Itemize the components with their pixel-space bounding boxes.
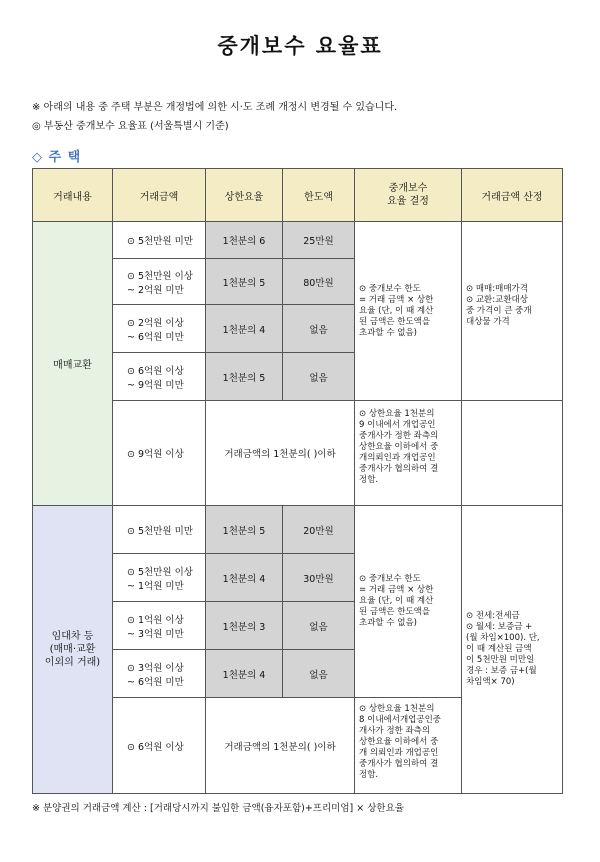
amount-cell: ⊙ 5천만원 이상 ~ 1억원 미만	[113, 554, 206, 602]
limit-cell: 없음	[283, 305, 355, 353]
amount-cell: ⊙ 2억원 이상 ~ 6억원 미만	[113, 305, 206, 353]
rate-cell: 거래금액의 1천분의( )이하	[206, 698, 355, 794]
decision-cell: ⊙ 중개보수 한도 = 거래 금액 × 상한 요율 (단, 이 때 계산 된 금액은 한도액을 초과할 수 없음)	[355, 222, 462, 401]
subtitle-line: ◎ 부동산 중개보수 요율표 (서울특별시 기준)	[32, 121, 229, 132]
rate-cell: 1천분의 4	[206, 305, 283, 353]
amount-cell: ⊙ 5천만원 미만	[113, 506, 206, 554]
limit-cell: 25만원	[283, 222, 355, 259]
amount-cell: ⊙ 9억원 이상	[113, 401, 206, 506]
header-limit: 한도액	[283, 169, 355, 222]
amount-cell: ⊙ 5천만원 미만	[113, 222, 206, 259]
header-type: 거래내용	[33, 169, 113, 222]
rate-cell: 1천분의 4	[206, 554, 283, 602]
header-calc: 거래금액 산정	[462, 169, 563, 222]
decision-cell: ⊙ 상한요율 1천분의 9 이내에서 개업공인 중개사가 정한 좌측의 상한요율 이하에서 중 개의뢰인과 개업공인 중개사가 협의하여 결 정함.	[355, 401, 462, 506]
table-row	[33, 506, 563, 554]
section-heading: ◇ 주 택	[32, 150, 82, 165]
rate-cell: 1천분의 5	[206, 353, 283, 401]
header-decision: 중개보수 요율 결정	[355, 169, 462, 222]
fee-rate-table	[32, 168, 563, 794]
limit-cell: 80만원	[283, 259, 355, 305]
table-header-row	[33, 169, 563, 222]
rate-cell: 1천분의 3	[206, 602, 283, 650]
rate-cell: 거래금액의 1천분의( )이하	[206, 401, 355, 506]
table-row	[33, 222, 563, 259]
rate-cell: 1천분의 5	[206, 259, 283, 305]
header-rate: 상한요율	[206, 169, 283, 222]
decision-cell: ⊙ 중개보수 한도 = 거래 금액 × 상한 요율 (단, 이 때 계산 된 금액은 한도액을 초과할 수 없음)	[355, 506, 462, 698]
footer-note: ※ 분양권의 거래금액 계산 : [거래당시까지 불입한 금액(융자포함)+프리미엄] × 상한요율	[32, 803, 404, 814]
limit-cell: 없음	[283, 602, 355, 650]
category-sale: 매매교환	[33, 222, 113, 506]
notice-line: ※ 아래의 내용 중 주택 부분은 개정법에 의한 시·도 조례 개정시 변경될 수 있습니다.	[32, 102, 398, 113]
rate-cell: 1천분의 4	[206, 650, 283, 698]
rate-cell: 1천분의 5	[206, 506, 283, 554]
limit-cell: 30만원	[283, 554, 355, 602]
header-amount: 거래금액	[113, 169, 206, 222]
limit-cell: 없음	[283, 353, 355, 401]
calc-cell-empty	[462, 401, 563, 506]
category-rent: 임대차 등 (매매·교환 이외의 거래)	[33, 506, 113, 794]
table-row	[33, 401, 563, 506]
amount-cell: ⊙ 6억원 이상	[113, 698, 206, 794]
calc-cell: ⊙ 전세:전세금 ⊙ 월세: 보증금 + (월 차임×100). 단, 이 때 계산된 금액 이 5천만원 미만일 경우 : 보증 금+(월 차임액× 70)	[462, 506, 563, 794]
amount-cell: ⊙ 6억원 이상 ~ 9억원 미만	[113, 353, 206, 401]
decision-cell: ⊙ 상한요율 1천분의 8 이내에서개업공인중 개사가 정한 좌측의 상한요율 이하에서 중 개 의뢰인과 개업공인 중개사가 협의하여 결 정함.	[355, 698, 462, 794]
document-title: 중개보수 요율표	[217, 34, 383, 58]
amount-cell: ⊙ 5천만원 이상 ~ 2억원 미만	[113, 259, 206, 305]
limit-cell: 없음	[283, 650, 355, 698]
amount-cell: ⊙ 1억원 이상 ~ 3억원 미만	[113, 602, 206, 650]
limit-cell: 20만원	[283, 506, 355, 554]
rate-cell: 1천분의 6	[206, 222, 283, 259]
amount-cell: ⊙ 3억원 이상 ~ 6억원 미만	[113, 650, 206, 698]
calc-cell: ⊙ 매매:매매가격 ⊙ 교환:교환대상 중 가격이 큰 중개 대상물 가격	[462, 222, 563, 401]
